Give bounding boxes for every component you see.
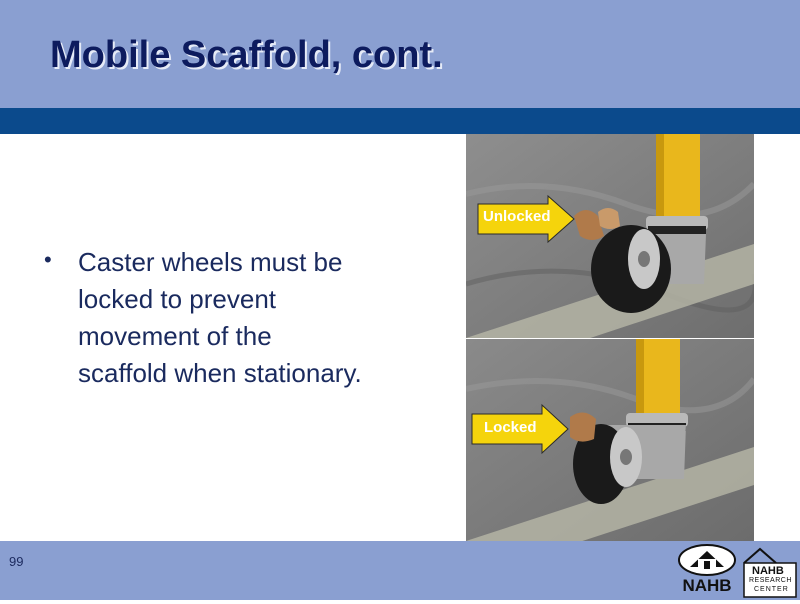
locked-label: Locked bbox=[484, 419, 537, 436]
footer-band bbox=[0, 541, 800, 600]
header-band bbox=[0, 0, 800, 108]
nahb-research-center-logo bbox=[742, 543, 798, 599]
header-stripe bbox=[0, 108, 800, 134]
slide-title: Mobile Scaffold, cont. bbox=[50, 34, 443, 76]
page-number: 99 bbox=[9, 554, 24, 569]
bullet-marker: • bbox=[44, 247, 52, 272]
nahb-emblem-icon bbox=[676, 543, 738, 577]
research-line1: NAHB bbox=[752, 565, 784, 577]
bullet-item: Caster wheels must be locked to prevent movement of the scaffold when stationary. bbox=[78, 247, 362, 388]
research-line2: RESEARCH bbox=[749, 577, 792, 584]
locked-arrow bbox=[470, 403, 570, 455]
research-line3: CENTER bbox=[754, 586, 789, 593]
unlocked-label: Unlocked bbox=[483, 208, 551, 225]
photo-locked-caster bbox=[466, 339, 754, 541]
nahb-logo-text: NAHB bbox=[682, 576, 732, 595]
unlocked-arrow bbox=[476, 194, 576, 244]
bullet-list bbox=[44, 244, 364, 392]
nahb-logo bbox=[676, 543, 738, 599]
photo-unlocked-caster bbox=[466, 134, 754, 338]
